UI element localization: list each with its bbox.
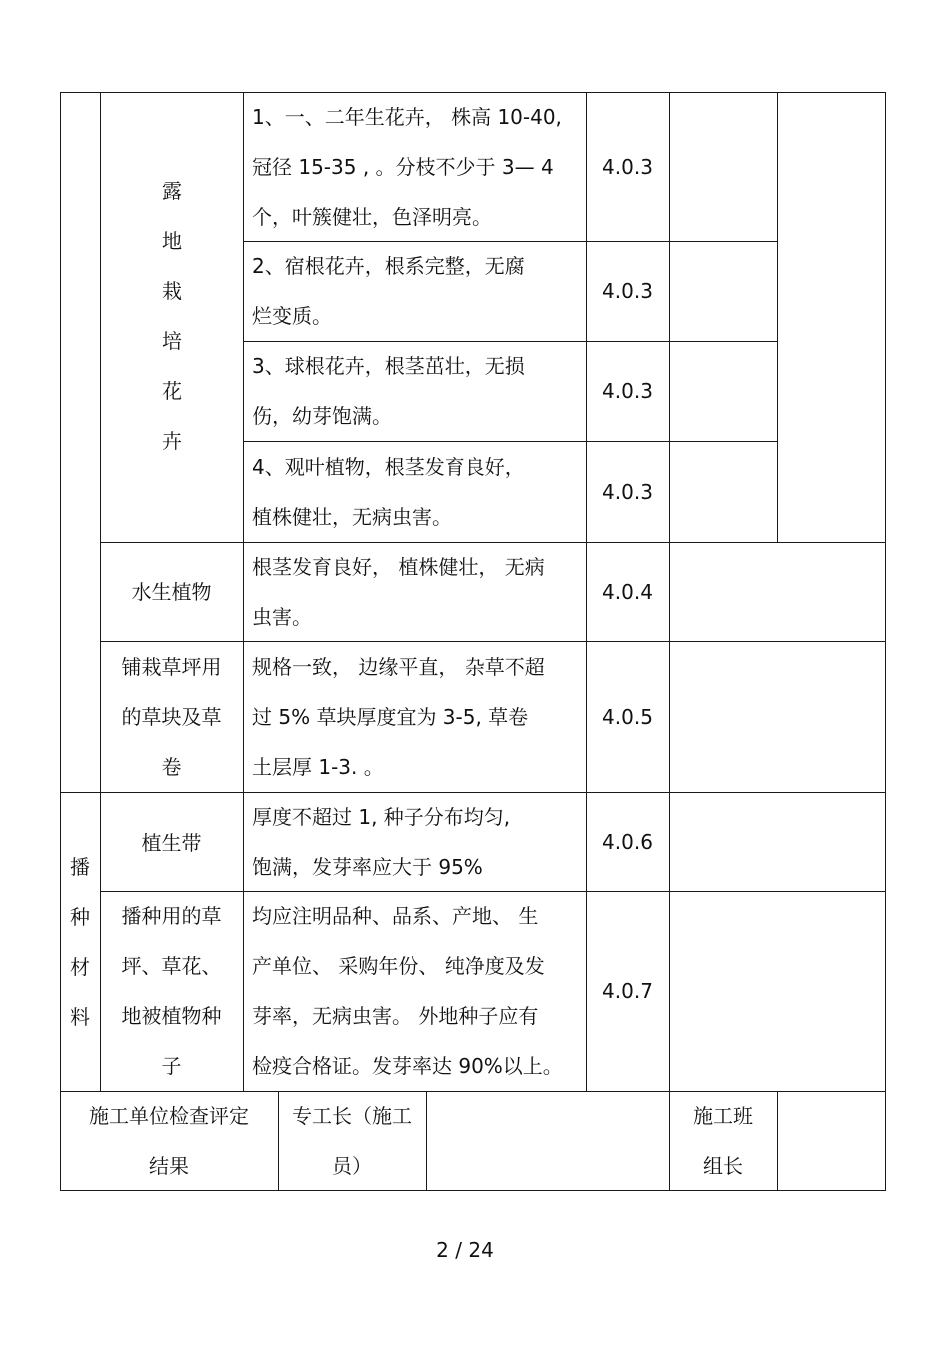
code-cell: 4.0.5 xyxy=(602,704,653,729)
code-cell: 4.0.4 xyxy=(602,579,653,604)
code-cell: 4.0.3 xyxy=(602,279,653,303)
column-divider xyxy=(669,92,670,1191)
requirement-cell: 1、一、二年生花卉， 株高 10-40, 冠径 15-35 , 。分枝不少于 3— 4 个，叶簇健壮，色泽明亮。 xyxy=(252,104,562,229)
requirement-cell: 厚度不超过 1, 种子分布均匀, 饱满，发芽率应大于 95% xyxy=(252,804,511,879)
column-divider xyxy=(777,1091,778,1191)
requirement-cell: 规格一致， 边缘平直， 杂草不超 过 5% 草块厚度宜为 3-5, 草卷 土层厚 1-3. 。 xyxy=(252,654,545,779)
turf-label: 铺栽草坪用 的草块及草 卷 xyxy=(121,654,222,779)
column-divider xyxy=(243,92,244,1091)
column-divider xyxy=(777,92,778,542)
foreman-label: 专工长（施工 员） xyxy=(292,1103,412,1178)
table-border-right xyxy=(885,92,886,1191)
code-cell: 4.0.3 xyxy=(602,379,653,403)
code-cell: 4.0.3 xyxy=(602,154,653,179)
seed-belt-label: 植生带 xyxy=(141,831,202,855)
code-cell: 4.0.3 xyxy=(602,479,653,504)
column-divider xyxy=(426,1091,427,1191)
construction-unit-evaluation-label: 施工单位检查评定 结果 xyxy=(89,1103,249,1178)
subcategory-open-field-label: 露 地 栽 培 花 卉 xyxy=(162,179,182,453)
requirement-cell: 均应注明品种、品系、产地、 生 产单位、 采购年份、 纯净度及发 芽率，无病虫害。 外地种子应有 检疫合格证。发芽率达 90%以上。 xyxy=(252,904,563,1078)
code-cell: 4.0.6 xyxy=(602,829,653,854)
page-number: 2 / 24 xyxy=(436,1238,494,1262)
code-cell: 4.0.7 xyxy=(602,979,653,1003)
category-seeding-materials-label: 播 种 材 料 xyxy=(70,855,90,1029)
aquatic-plants-label: 水生植物 xyxy=(131,579,212,604)
requirement-cell: 根茎发育良好， 植株健壮， 无病 虫害。 xyxy=(252,554,545,629)
team-leader-label: 施工班 组长 xyxy=(693,1103,753,1178)
requirement-cell: 3、球根花卉，根茎茁壮，无损 伤，幼芽饱满。 xyxy=(252,354,525,428)
requirement-cell: 2、宿根花卉，根系完整，无腐 烂变质。 xyxy=(252,254,525,328)
requirement-cell: 4、观叶植物，根茎发育良好， 植株健壮，无病虫害。 xyxy=(252,454,525,529)
seeds-label: 播种用的草 坪、草花、 地被植物种 子 xyxy=(121,904,222,1078)
